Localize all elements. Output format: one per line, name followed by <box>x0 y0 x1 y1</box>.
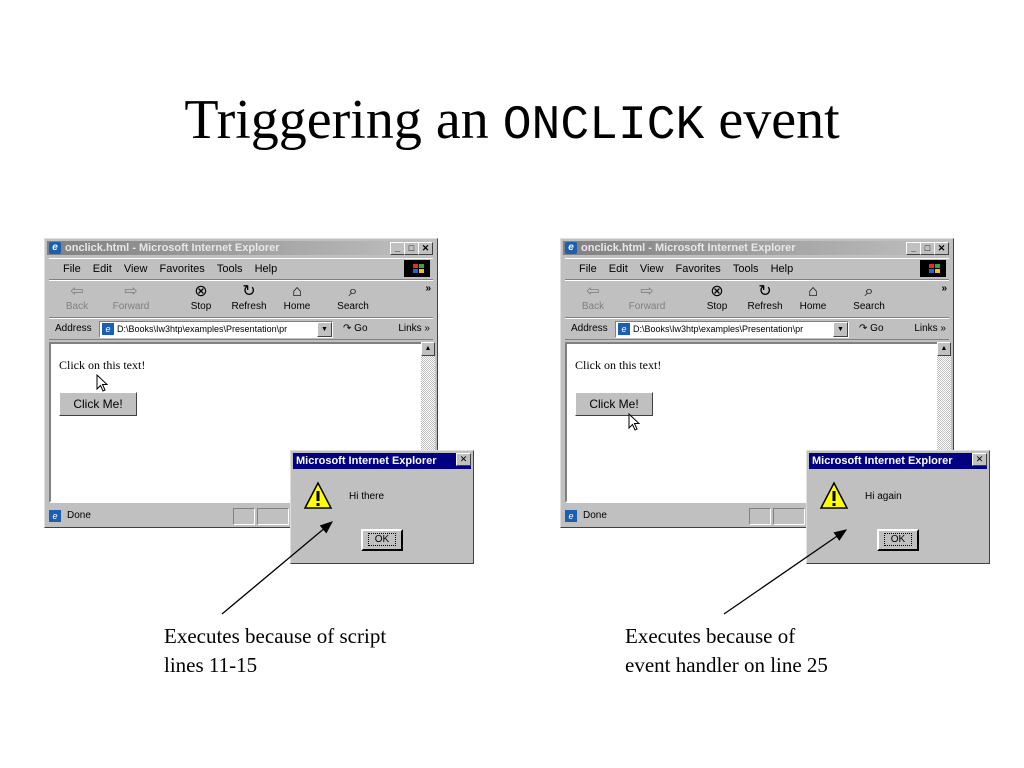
go-button[interactable]: ↷ Go <box>859 323 884 334</box>
back-arrow-icon: ⇦ <box>70 283 84 300</box>
dialog-message: Hi again <box>865 491 902 502</box>
close-button[interactable]: ✕ <box>934 242 949 255</box>
clickable-paragraph[interactable]: Click on this text! <box>59 358 146 372</box>
home-icon: ⌂ <box>292 283 302 300</box>
home-button[interactable]: ⌂ Home <box>275 283 319 312</box>
status-page-icon: e <box>565 510 577 522</box>
address-label: Address <box>571 323 608 334</box>
dialog-title[interactable]: Microsoft Internet Explorer <box>293 453 471 469</box>
minimize-button[interactable]: _ <box>390 242 405 255</box>
title-prefix: Triggering an <box>184 89 489 151</box>
menu-favorites[interactable]: Favorites <box>675 263 721 275</box>
window-title: onclick.html - Microsoft Internet Explorer <box>65 242 280 254</box>
menu-file[interactable]: File <box>63 263 81 275</box>
address-input[interactable]: e D:\Books\Iw3htp\examples\Presentation\pr ▼ <box>615 321 849 338</box>
toolbar-more-icon[interactable]: » <box>941 283 947 294</box>
callout-arrow-right <box>724 530 846 614</box>
dialog-ok-button[interactable]: OK <box>361 529 403 551</box>
address-input[interactable]: e D:\Books\Iw3htp\examples\Presentation\pr ▼ <box>99 321 333 338</box>
page-icon: e <box>618 323 630 335</box>
address-dropdown-icon[interactable]: ▼ <box>317 322 332 337</box>
refresh-button[interactable]: ↻ Refresh <box>227 283 271 312</box>
menu-favorites[interactable]: Favorites <box>159 263 205 275</box>
menu-tools[interactable]: Tools <box>216 263 243 275</box>
refresh-icon: ↻ <box>758 283 772 300</box>
back-arrow-icon: ⇦ <box>586 283 600 300</box>
dialog-message: Hi there <box>349 491 385 502</box>
menu-tools[interactable]: Tools <box>732 263 759 275</box>
callout-arrow-left <box>222 522 332 614</box>
menu-view[interactable]: View <box>639 263 664 275</box>
stop-icon: ⊗ <box>710 283 724 300</box>
window-title: onclick.html - Microsoft Internet Explorer <box>581 242 796 254</box>
caption-left: Executes because of script lines 11-15 <box>164 624 387 677</box>
status-page-icon: e <box>49 510 61 522</box>
click-me-button[interactable]: Click Me! <box>59 392 137 416</box>
refresh-icon: ↻ <box>242 283 256 300</box>
minimize-button[interactable]: _ <box>906 242 921 255</box>
links-button[interactable]: Links » <box>914 323 946 334</box>
click-me-button[interactable]: Click Me! <box>575 392 653 416</box>
home-icon: ⌂ <box>808 283 818 300</box>
forward-arrow-icon: ⇨ <box>640 283 654 300</box>
forward-button[interactable]: ⇨ Forward <box>109 283 153 312</box>
refresh-button[interactable]: ↻ Refresh <box>743 283 787 312</box>
ie-logo-icon: e <box>49 242 61 254</box>
stop-button[interactable]: ⊗ Stop <box>695 283 739 312</box>
search-icon: ⌕ <box>348 283 358 300</box>
menu-edit[interactable]: Edit <box>608 263 628 275</box>
scroll-up-icon[interactable]: ▲ <box>937 342 951 356</box>
dialog-ok-button[interactable]: OK <box>877 529 919 551</box>
home-button[interactable]: ⌂ Home <box>791 283 835 312</box>
maximize-button[interactable]: □ <box>404 242 419 255</box>
address-label: Address <box>55 323 92 334</box>
dialog-close-icon[interactable]: ✕ <box>456 453 471 466</box>
page-icon: e <box>102 323 114 335</box>
search-button[interactable]: ⌕ Search <box>331 283 375 312</box>
toolbar-more-icon[interactable]: » <box>425 283 431 294</box>
links-button[interactable]: Links » <box>398 323 430 334</box>
address-dropdown-icon[interactable]: ▼ <box>833 322 848 337</box>
forward-button[interactable]: ⇨ Forward <box>625 283 669 312</box>
title-suffix: event <box>718 89 840 151</box>
title-code: ONCLICK <box>502 99 705 153</box>
caption-right: Executes because of event handler on line 25 <box>625 624 828 677</box>
scroll-up-icon[interactable]: ▲ <box>421 342 435 356</box>
dialog-close-icon[interactable]: ✕ <box>972 453 987 466</box>
go-button[interactable]: ↷ Go <box>343 323 368 334</box>
status-text: Done <box>67 510 91 521</box>
menu-edit[interactable]: Edit <box>92 263 112 275</box>
menu-help[interactable]: Help <box>770 263 794 275</box>
search-button[interactable]: ⌕ Search <box>847 283 891 312</box>
close-button[interactable]: ✕ <box>418 242 433 255</box>
menu-file[interactable]: File <box>579 263 597 275</box>
stop-icon: ⊗ <box>194 283 208 300</box>
back-button[interactable]: ⇦ Back <box>571 283 615 312</box>
forward-arrow-icon: ⇨ <box>124 283 138 300</box>
search-icon: ⌕ <box>864 283 874 300</box>
maximize-button[interactable]: □ <box>920 242 935 255</box>
stop-button[interactable]: ⊗ Stop <box>179 283 223 312</box>
status-text: Done <box>583 510 607 521</box>
menu-help[interactable]: Help <box>254 263 278 275</box>
clickable-paragraph[interactable]: Click on this text! <box>575 358 662 372</box>
back-button[interactable]: ⇦ Back <box>55 283 99 312</box>
dialog-title[interactable]: Microsoft Internet Explorer <box>809 453 987 469</box>
menu-view[interactable]: View <box>123 263 148 275</box>
ie-logo-icon: e <box>565 242 577 254</box>
